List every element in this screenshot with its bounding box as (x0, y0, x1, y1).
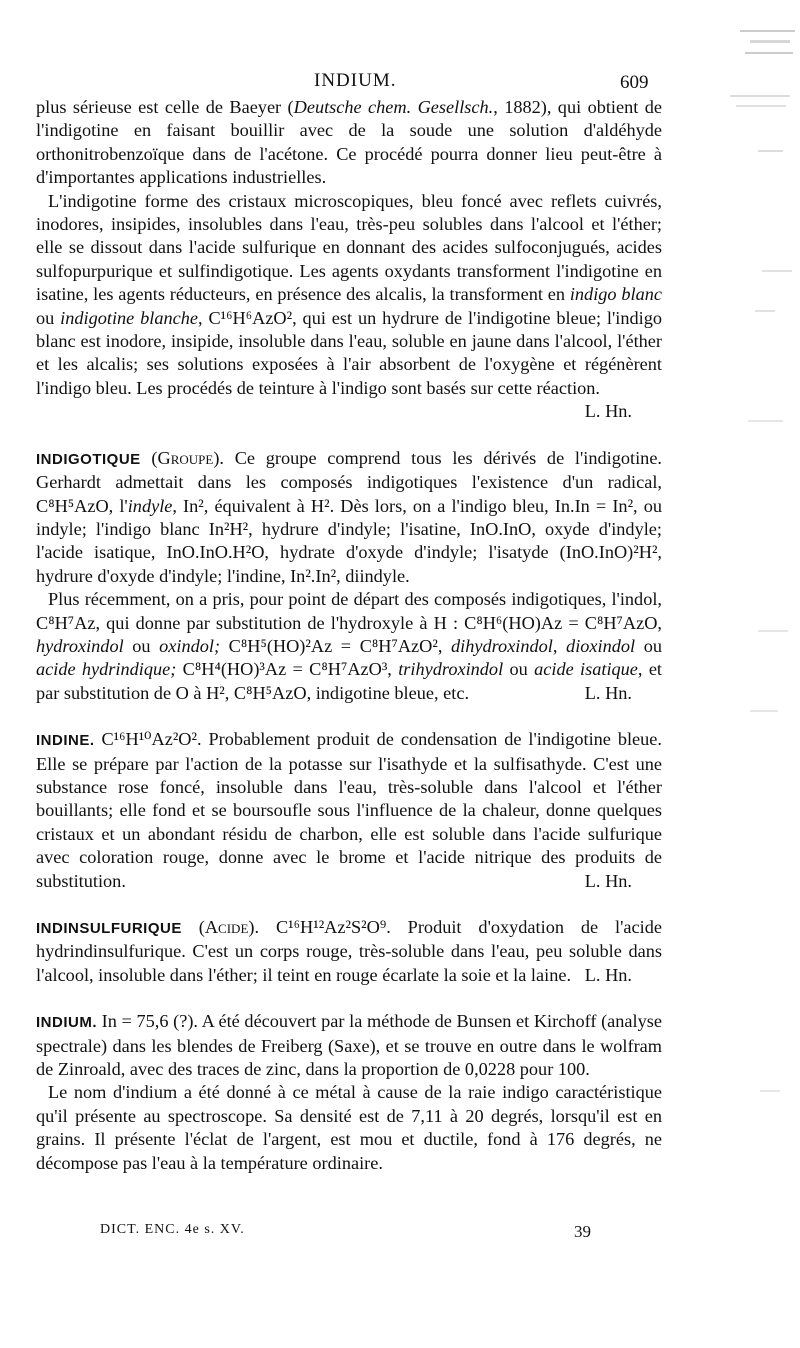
text-run: ). Ce groupe comprend tous les dérivés de l'indigotine. Gerhardt admettait dans les composés indigotiques l'existence d'un radical, C⁸H⁵AzO, l' (36, 447, 663, 516)
entry-headword: INDIGOTIQUE (36, 450, 141, 468)
italic-text: acide isatique (534, 659, 638, 680)
text-run: C⁸H⁴(HO)³Az = C⁸H⁷AzO³, (176, 659, 399, 680)
italic-text: indyle (127, 495, 173, 516)
text-run: C¹⁶H¹⁰Az²O². Probablement produit de condensation de l'indigotine bleue. Elle se prépare par l'action de la potasse sur l'isathyde et la sulfisathyde. C'est une substance rose foncé, insoluble dans l'eau, très-soluble dans l'alcool et l'éther bouillants; elle fond et se boursoufle sous l'influence de la chaleur, donne quelques cristaux et un abondant résidu de charbon, elle est soluble dans l'acide sulfurique avec coloration rouge, donne avec le brome et l'acide nitrique des produits de substitution. (36, 729, 662, 891)
text-run: Le nom d'indium a été donné à ce métal à cause de la raie indigo caractéristique qu'il présente au spectroscope. Sa densité est de 7,11 à 20 degrés, lorsqu'il est en grains. Il présente l'éclat de l'argent, est mou et ductile, fond à 176 degrés, ne décompose pas l'eau à la température ordinaire. (36, 1082, 662, 1173)
author-signature: L. Hn. (584, 870, 632, 891)
dictionary-entry (36, 916, 662, 987)
text-run: ( (181, 917, 205, 937)
printer-signature-mark: DICT. ENC. 4e s. XV. (100, 1222, 245, 1237)
text-run: ou (36, 307, 61, 328)
italic-text: hydroxindol (36, 635, 124, 656)
italic-text: indigotine blanche (60, 307, 199, 328)
text-run: , 1882), qui obtient de l'indigotine en faisant bouillir avec de la soude une solution d'aldéhyde orthonitrobenzoïque dans de l'acétone. Ce procédé pourra donner lieu peut-être à d'importantes applications industrielles. (36, 97, 662, 188)
paragraph (36, 190, 662, 424)
dictionary-entry (36, 728, 662, 893)
dictionary-entry (36, 1010, 662, 1081)
text-run: ou (123, 635, 160, 656)
author-signature: L. Hn. (584, 964, 632, 985)
text-run: ou (635, 635, 662, 656)
italic-text: acide hydrindique; (36, 659, 177, 680)
text-run: C⁸H⁵(HO)²Az = C⁸H⁷AzO², (220, 635, 451, 656)
sheet-number: 39 (574, 1222, 591, 1241)
italic-text: trihydroxindol (398, 659, 504, 680)
entry-headword: INDINE. (36, 732, 95, 750)
author-signature: L. Hn. (584, 682, 632, 703)
text-run: ). C¹⁶H¹²Az²S²O⁹. Produit d'oxydation de l'acide hydrindinsulfurique. C'est un corps rouge, très-soluble dans l'eau, peu soluble dans l'alcool, insoluble dans l'éther; il teint en rouge écarlate la soie et la laine. (36, 917, 662, 985)
text-run: L'indigotine forme des cristaux microscopiques, bleu foncé avec reflets cuivrés, inodores, insipides, insolubles dans l'eau, très-peu solubles dans l'alcool et l'éther; elle se dissout dans l'acide sulfurique en donnant des acides sulfoconjugués, acides sulfopurpurique et sulfindigotique. Les agents oxydants transforment l'indigotine en isatine, les agents réducteurs, en présence des alcalis, la transforment en (36, 190, 662, 305)
entry-headword: INDIUM. (36, 1014, 97, 1032)
page-number: 609 (620, 72, 649, 93)
body-text (36, 96, 662, 1175)
running-head: INDIUM. (314, 70, 397, 91)
text-run: ou (503, 659, 535, 680)
text-run: Plus récemment, on a pris, pour point de départ des composés indigotiques, l'indol, C⁸H⁷Az, qui donne par substitution de l'hydroxyle à H : C⁸H⁶(HO)Az = C⁸H⁷AzO, (36, 589, 662, 633)
text-run: , C¹⁶H⁶AzO², qui est un hydrure de l'indigotine bleue; l'indigo blanc est inodore, insipide, insoluble dans l'eau, soluble en jaune dans l'alcool, l'éther et les alcalis; ses solutions exposées à l'air absorbent de l'oxygène et régénèrent l'indigo bleu. Les procédés de teinture à l'indigo sont basés sur cette réaction. (36, 307, 662, 398)
italic-text: oxindol; (159, 635, 221, 656)
dictionary-entry (36, 447, 662, 588)
text-run: plus sérieuse est celle de Baeyer ( (36, 97, 294, 117)
italic-text: Deutsche chem. Gesellsch. (293, 97, 494, 117)
paragraph (36, 96, 662, 190)
text-run: , et par substitution de O à H², C⁸H⁵AzO, indigotine bleue, etc. (36, 659, 663, 703)
entry-qualifier: Acide (204, 917, 249, 937)
scan-margin-noise (700, 10, 800, 1340)
text-run: , In², équivalent à H². Dès lors, on a l'indigo bleu, In.In = In², ou indyle; l'indigo blanc In²H², hydrure d'indyle; l'isatine, InO.InO, oxyde d'indyle; l'acide isatique, InO.InO.H²O, hydrate d'oxyde d'indyle; l'isatyde (InO.InO)²H², hydrure d'oxyde d'indyle; l'indine, In².In², diindyle. (36, 495, 662, 586)
italic-text: indigo blanc (569, 284, 662, 305)
author-signature: L. Hn. (584, 401, 632, 422)
entry-qualifier: Groupe (157, 447, 214, 468)
entry-headword: INDINSULFURIQUE (36, 920, 182, 937)
paragraph (36, 1081, 662, 1175)
paragraph (36, 588, 662, 705)
text-run: In = 75,6 (?). A été découvert par la méthode de Bunsen et Kirchoff (analyse spectrale) dans les blendes de Freiberg (Saxe), et se trouve en outre dans le wolfram de Zinroald, avec des traces de zinc, dans la proportion de 0,0228 pour 100. (36, 1011, 662, 1080)
text-run: ( (140, 447, 158, 468)
italic-text: dihydroxindol, dioxindol (451, 635, 636, 656)
